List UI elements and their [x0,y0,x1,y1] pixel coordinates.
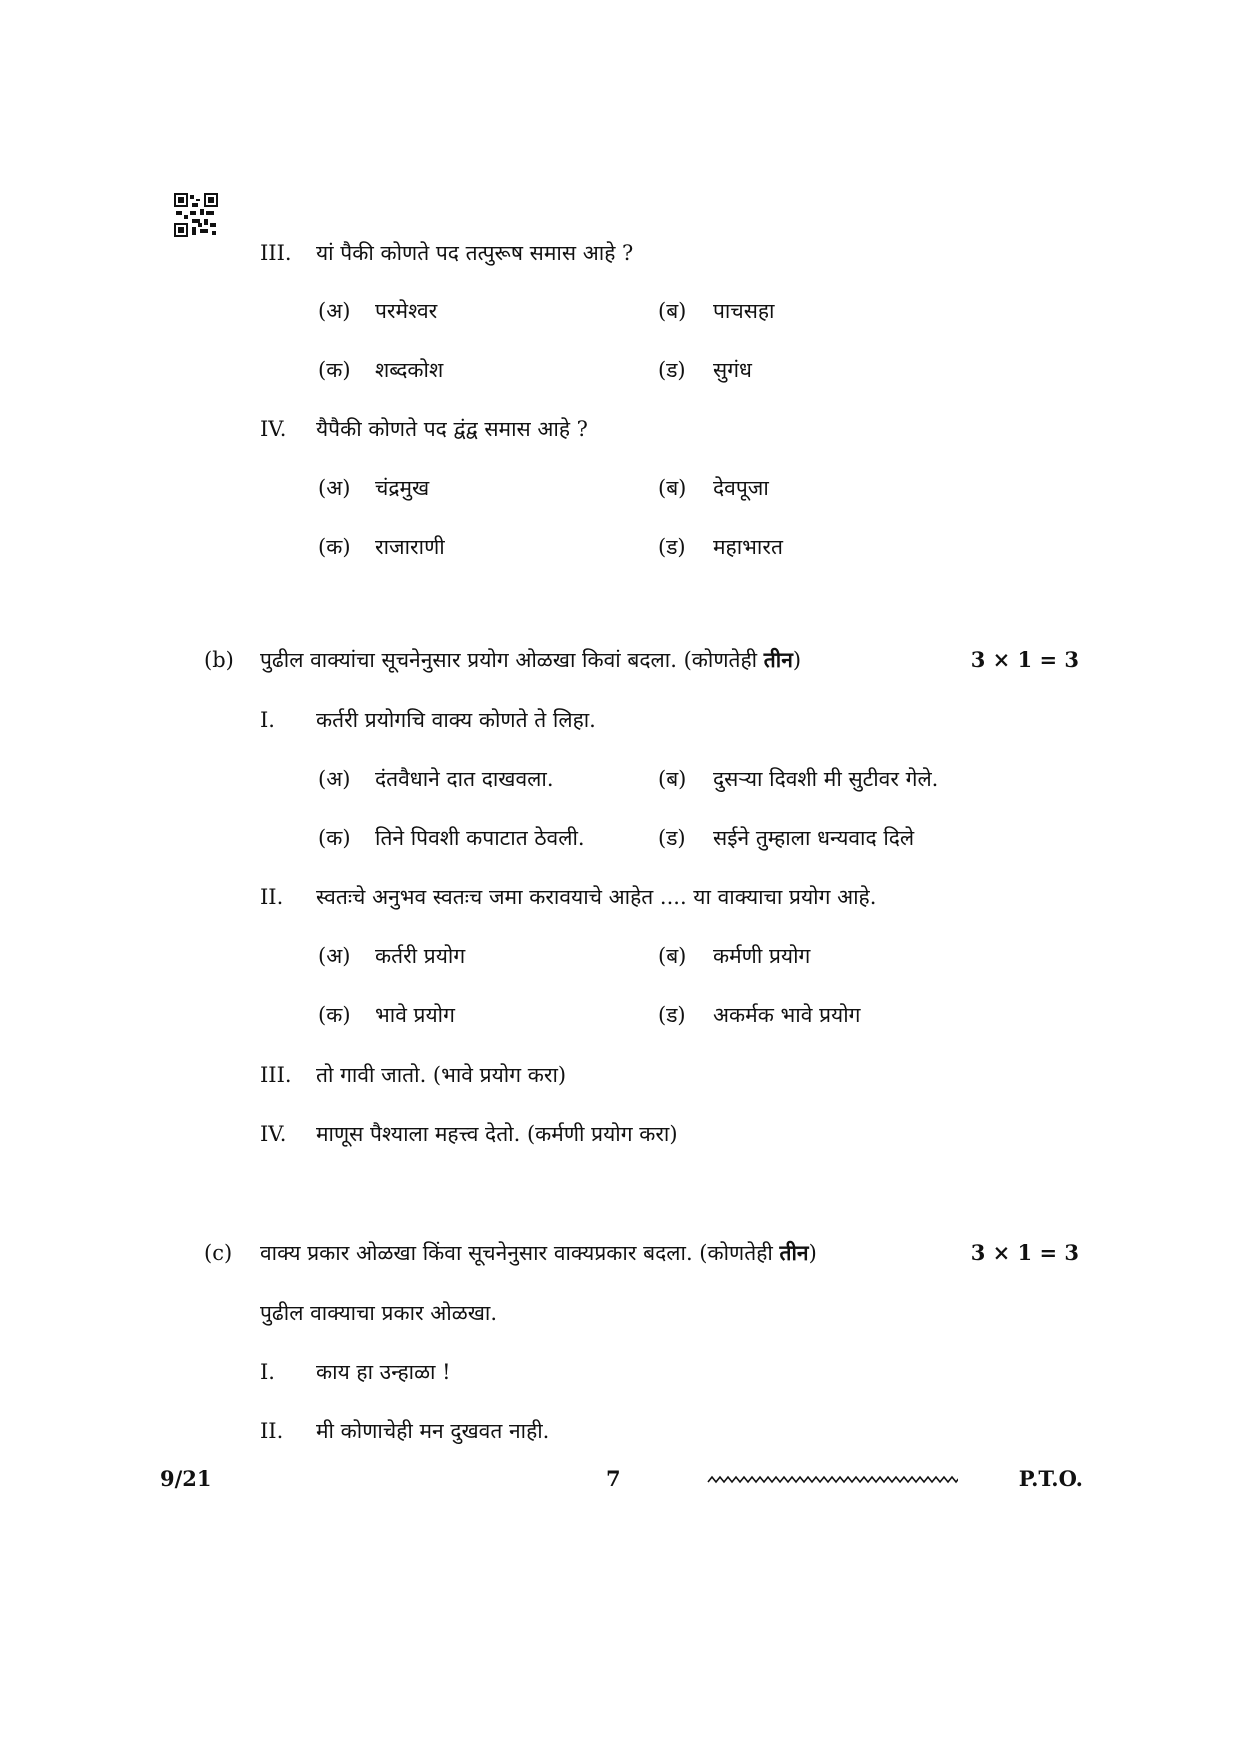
b2-option-text: अकर्मक भावे प्रयोग [713,1003,861,1027]
qr-code [174,193,218,237]
q4-option-label: (अ) [318,476,351,500]
section-b-instruction: पुढील वाक्यांचा सूचनेनुसार प्रयोग ओळखा किवां बदला. (कोणतेही तीन) [260,647,802,672]
b2-text: स्वतःचे अनुभव स्वतःच जमा करावयाचे आहेत .... या वाक्याचा प्रयोग आहे. [316,885,877,909]
b2-option-label: (ब) [658,944,687,968]
b2-option-text: कर्तरी प्रयोग [375,944,466,968]
b1-option-text: सईने तुम्हाला धन्यवाद दिले [713,826,915,850]
b1-option-text: दंतवैधाने दात दाखवला. [375,767,554,791]
q4-option-text: राजाराणी [375,535,445,559]
section-c-marks: 3 × 1 = 3 [970,1240,1079,1265]
section-b-marks: 3 × 1 = 3 [970,647,1079,672]
c2-text: मी कोणाचेही मन दुखवत नाही. [316,1419,550,1443]
b1-text: कर्तरी प्रयोगचि वाक्य कोणते ते लिहा. [316,708,596,732]
q3-number: III. [260,241,292,265]
q3-option-label: (ड) [658,358,686,382]
paper-code: 9/21 [160,1466,212,1491]
q3-option-text: पाचसहा [713,299,775,323]
q4-option-label: (ब) [658,476,687,500]
q4-option-text: देवपूजा [713,476,769,500]
b1-option-label: (ड) [658,826,686,850]
b2-option-text: भावे प्रयोग [375,1003,455,1027]
b1-number: I. [260,708,275,732]
q3-option-text: सुगंध [713,358,752,382]
c1-number: I. [260,1360,275,1384]
q4-number: IV. [260,417,287,441]
b1-option-text: तिने पिवशी कपाटात ठेवली. [375,826,585,850]
b2-option-label: (अ) [318,944,351,968]
b1-option-label: (ब) [658,767,687,791]
q3-option-text: शब्दकोश [375,358,444,382]
c2-number: II. [260,1419,284,1443]
section-c-subheading: पुढील वाक्याचा प्रकार ओळखा. [260,1301,498,1325]
b4-number: IV. [260,1122,287,1146]
b1-option-label: (अ) [318,767,351,791]
q4-option-label: (ड) [658,535,686,559]
q3-option-label: (अ) [318,299,351,323]
b2-number: II. [260,885,284,909]
b4-text: माणूस पैश्याला महत्त्व देतो. (कर्मणी प्रयोग करा) [316,1122,678,1146]
section-c-instruction: वाक्य प्रकार ओळखा किंवा सूचनेनुसार वाक्यप्रकार बदला. (कोणतेही तीन) [260,1240,817,1265]
q4-text: यैपैकी कोणते पद द्वंद्व समास आहे ? [316,417,588,441]
section-c-label: (c) [204,1241,233,1265]
pto-label: P.T.O. [1018,1466,1083,1491]
b3-text: तो गावी जातो. (भावे प्रयोग करा) [316,1063,567,1087]
q3-option-label: (ब) [658,299,687,323]
wavy-line-decoration [706,1474,958,1488]
page-number: 7 [606,1466,621,1491]
section-b-label: (b) [204,648,234,672]
b2-option-label: (क) [318,1003,351,1027]
q4-option-text: चंद्रमुख [375,476,430,500]
q4-option-label: (क) [318,535,351,559]
b1-option-label: (क) [318,826,351,850]
b3-number: III. [260,1063,292,1087]
q3-option-text: परमेश्वर [375,299,438,323]
b2-option-label: (ड) [658,1003,686,1027]
q3-option-label: (क) [318,358,351,382]
b2-option-text: कर्मणी प्रयोग [713,944,811,968]
q4-option-text: महाभारत [713,535,783,559]
q3-text: यां पैकी कोणते पद तत्पुरूष समास आहे ? [316,241,634,265]
c1-text: काय हा उन्हाळा ! [316,1360,451,1384]
b1-option-text: दुसऱ्या दिवशी मी सुटीवर गेले. [713,767,939,791]
